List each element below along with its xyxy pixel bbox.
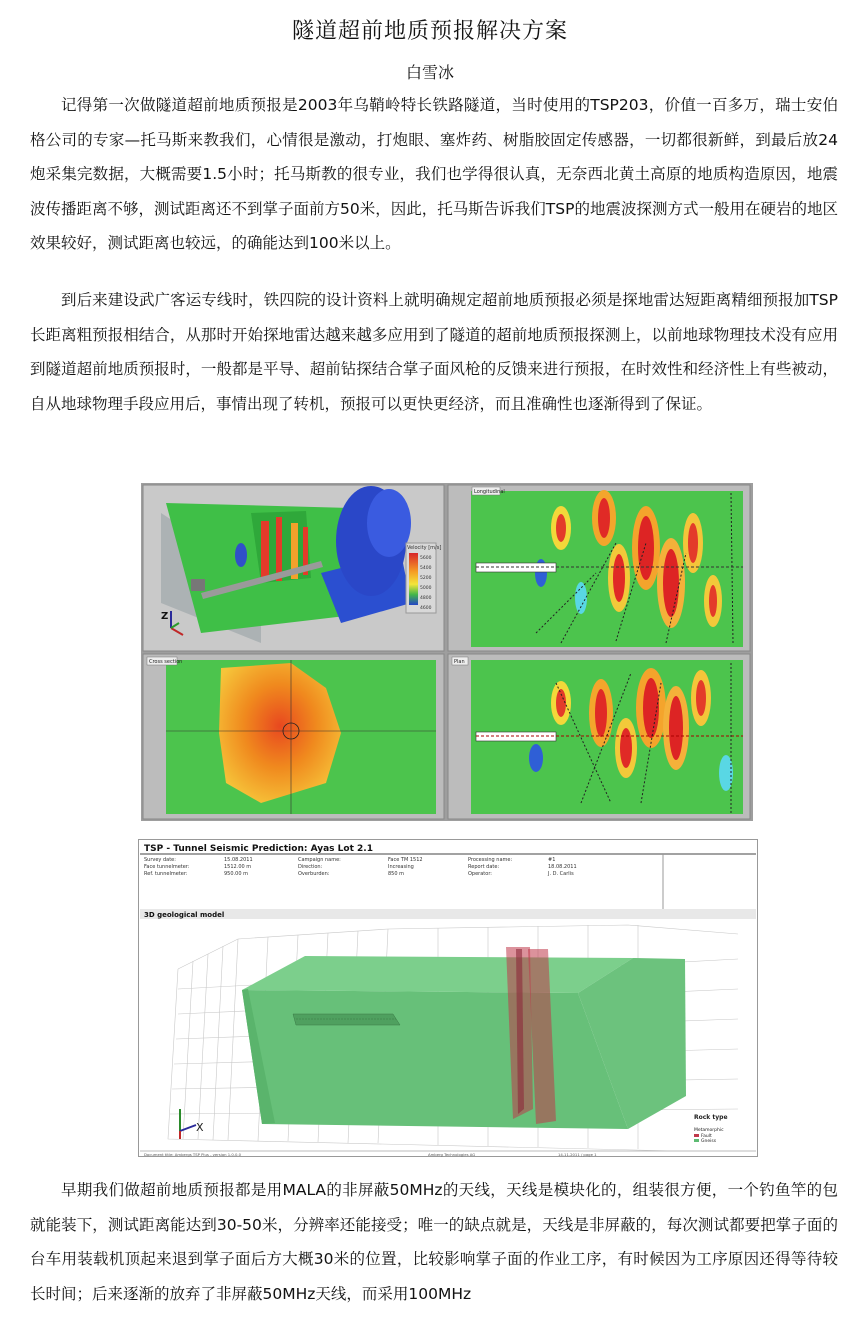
legend-tick: 5200 bbox=[420, 576, 432, 581]
gneiss-rock-block bbox=[242, 956, 686, 1129]
legend-item-fault: Fault bbox=[701, 1134, 712, 1139]
tsp-result-figure bbox=[141, 483, 753, 821]
info-value: Face TM 1512 bbox=[388, 857, 423, 863]
report-header-title: TSP - Tunnel Seismic Prediction: Ayas Lot 2.1 bbox=[144, 844, 373, 854]
info-value: #1 bbox=[548, 857, 556, 863]
legend-tick: 4600 bbox=[420, 606, 432, 611]
panel-cross-section bbox=[143, 654, 444, 819]
panel-title-longitudinal: Longitudinal bbox=[474, 489, 505, 495]
geological-model-figure bbox=[138, 839, 758, 1157]
info-label: Campaign name: bbox=[298, 857, 341, 863]
info-value: 950.00 m bbox=[224, 871, 248, 877]
info-value: 15.08.2011 bbox=[224, 857, 253, 863]
info-value: 18.08.2011 bbox=[548, 864, 577, 870]
document-title: 隧道超前地质预报解决方案 bbox=[291, 19, 568, 44]
legend-tick: 5400 bbox=[420, 566, 432, 571]
axis-x-label: X bbox=[196, 1121, 204, 1134]
info-value: 1512.00 m bbox=[224, 864, 252, 870]
velocity-legend-title: Velocity [m/s] bbox=[407, 545, 442, 551]
info-label: Ref. tunnelmeter: bbox=[144, 871, 188, 877]
legend-item-gneiss: Gneiss bbox=[701, 1139, 717, 1144]
panel-longitudinal bbox=[448, 485, 750, 651]
legend-group: Metamorphic bbox=[694, 1128, 724, 1133]
panel-3d-view bbox=[143, 485, 444, 651]
report-footer-mid: Amberg Technologies AG bbox=[428, 1152, 476, 1157]
fault-zone bbox=[506, 947, 556, 1124]
paragraph-3: 早期我们做超前地质预报都是用MALA的非屏蔽50MHz的天线，天线是模块化的，组装很方便，一个钓鱼竿的包就能装下，测试距离能达到30-50米，分辨率还能接受；唯一的缺点就是，天线是非屏蔽的，每次测试都要把掌子面的台车用装载机顶起来退到掌子面后方大概30米的位置，比较影响掌子面的作业工序，有时候因为工序原因还得等待较长时间；后来逐渐的放弃了非屏蔽50MHz天线，而采用100MHz bbox=[30, 1181, 838, 1303]
section-title: 3D geological model bbox=[144, 911, 225, 919]
info-label: Overburden: bbox=[298, 871, 330, 877]
legend-tick: 4800 bbox=[420, 596, 432, 601]
info-value: 850 m bbox=[388, 871, 405, 877]
info-label: Processing name: bbox=[468, 857, 513, 863]
info-value: Increasing bbox=[388, 864, 414, 870]
panel-title-plan: Plan bbox=[454, 659, 465, 665]
info-label: Survey date: bbox=[144, 857, 176, 863]
info-label: Face tunnelmeter: bbox=[144, 864, 190, 870]
axis-z-label: Z bbox=[161, 611, 169, 622]
report-footer-left: Document title: Ambergs TSP Plus - version 1.0.0.0 bbox=[144, 1152, 242, 1157]
legend-title: Rock type bbox=[694, 1114, 728, 1121]
legend-tick: 5000 bbox=[420, 586, 432, 591]
report-footer-right: 14.11.2011 / page 1 bbox=[558, 1152, 597, 1157]
info-label: Operator: bbox=[468, 871, 492, 877]
panel-plan bbox=[448, 654, 750, 819]
panel-title-cross-section: Cross section bbox=[149, 659, 183, 665]
paragraph-2: 到后来建设武广客运专线时，铁四院的设计资料上就明确规定超前地质预报必须是探地雷达短距离精细预报加TSP长距离粗预报相结合，从那时开始探地雷达越来越多应用到了隧道的超前地质预报探测上，以前地球物理技术没有应用到隧道超前地质预报时，一般都是平导、超前钻探结合掌子面风枪的反馈来进行预报，在时效性和经济性上有些被动，自从地球物理手段应用后，事情出现了转机，预报可以更快更经济，而且准确性也逐渐得到了保证。 bbox=[30, 291, 838, 413]
legend-tick: 5600 bbox=[420, 556, 432, 561]
info-value: J. D. Carlis bbox=[548, 871, 574, 877]
author-name: 白雪冰 bbox=[405, 63, 454, 82]
info-label: Direction: bbox=[298, 864, 323, 870]
paragraph-1: 记得第一次做隧道超前地质预报是2003年乌鞘岭特长铁路隧道，当时使用的TSP203，价值一百多万，瑞士安伯格公司的专家—托马斯来教我们，心情很是激动，打炮眼、塞炸药、树脂胶固定传感器，一切都很新鲜，到最后放24炮采集完数据，大概需要1.5小时；托马斯教的很专业，我们也学得很认真，无奈西北黄土高原的地质构造原因，地震波传播距离不够，测试距离还不到掌子面前方50米，因此，托马斯告诉我们TSP的地震波探测方式一般用在硬岩的地区效果较好，测试距离也较远，的确能达到100米以上。 bbox=[30, 96, 838, 253]
info-label: Report date: bbox=[468, 864, 500, 870]
